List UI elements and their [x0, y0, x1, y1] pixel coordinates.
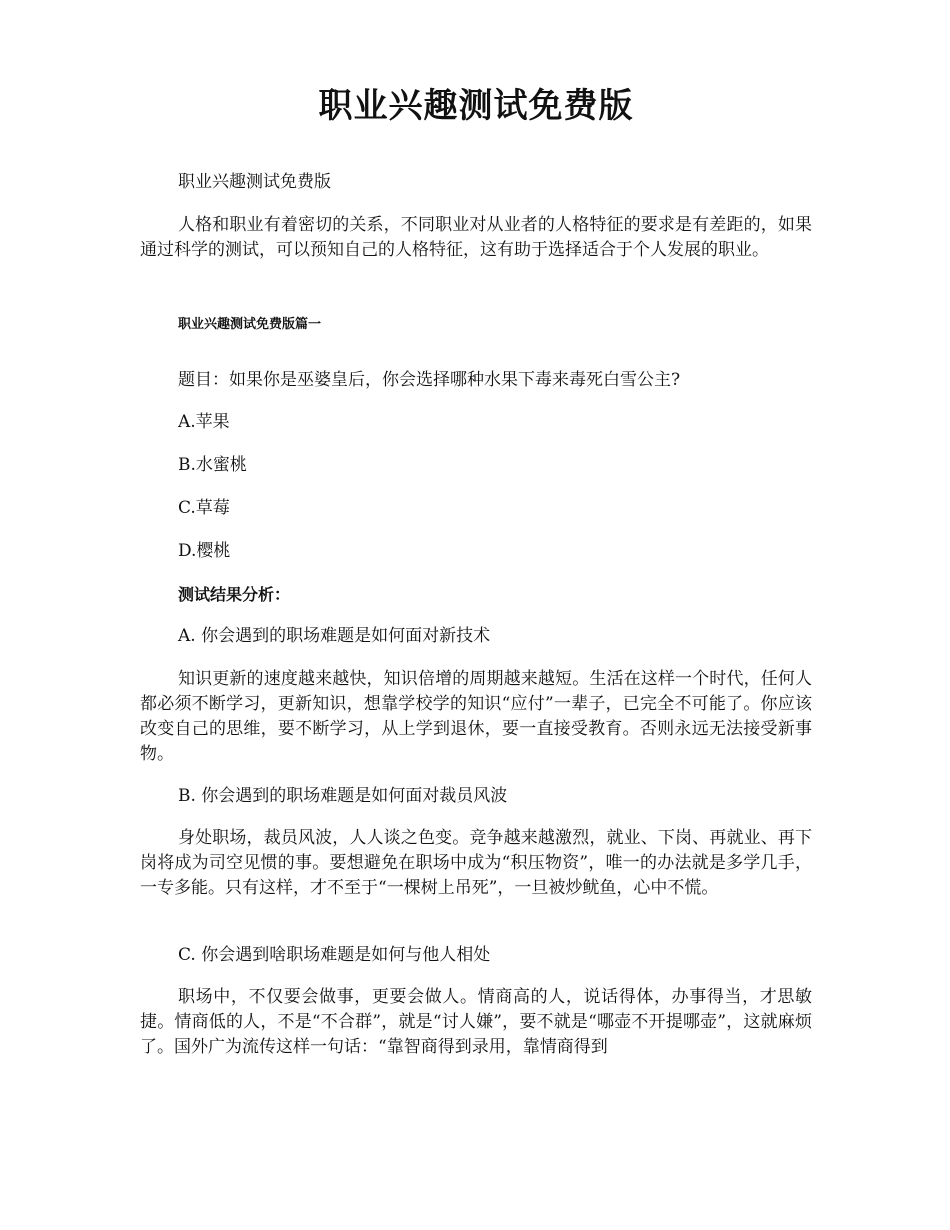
analysis-label: 测试结果分析： [178, 585, 291, 604]
option-c: C.草莓 [178, 498, 230, 518]
option-a: A.苹果 [178, 412, 230, 432]
result-a-heading: A. 你会遇到的职场难题是如何面对新技术 [178, 626, 491, 646]
quiz-question: 题目：如果你是巫婆皇后，你会选择哪种水果下毒来毒死白雪公主? [178, 370, 681, 390]
option-b: B.水蜜桃 [178, 455, 247, 475]
section-heading: 职业兴趣测试免费版篇一 [178, 317, 322, 332]
document-title: 职业兴趣测试免费版 [318, 86, 634, 126]
intro-paragraph: 人格和职业有着密切的关系，不同职业对从业者的人格特征的要求是有差距的，如果通过科学的测试，可以预知自己的人格特征，这有助于选择适合于个人发展的职业。 [140, 215, 812, 260]
result-b-heading: B. 你会遇到的职场难题是如何面对裁员风波 [178, 786, 508, 806]
result-b-body: 身处职场，裁员风波，人人谈之色变。竞争越来越激烈，就业、下岗、再就业、再下岗将成为司空见惯的事。要想避免在职场中成为“积压物资”，唯一的办法就是多学几手，一专多能。只有这样，才不至于“一棵树上吊死”，一旦被炒鱿鱼，心中不慌。 [140, 828, 812, 898]
document-subtitle: 职业兴趣测试免费版 [178, 172, 331, 192]
result-a-body: 知识更新的速度越来越快，知识倍增的周期越来越短。生活在这样一个时代，任何人都必须不断学习，更新知识，想靠学校学的知识“应付”一辈子，已完全不可能了。你应该改变自己的思维，要不断学习，从上学到退休，要一直接受教育。否则永远无法接受新事物。 [140, 669, 812, 764]
result-c-body: 职场中，不仅要会做事，更要会做人。情商高的人，说话得体，办事得当，才思敏捷。情商低的人，不是“不合群”，就是“讨人嫌”，要不就是“哪壶不开提哪壶”，这就麻烦了。国外广为流传这样一句话：“靠智商得到录用，靠情商得到 [140, 987, 812, 1057]
result-c-heading: C. 你会遇到啥职场难题是如何与他人相处 [178, 945, 491, 965]
option-d: D.樱桃 [178, 541, 231, 561]
